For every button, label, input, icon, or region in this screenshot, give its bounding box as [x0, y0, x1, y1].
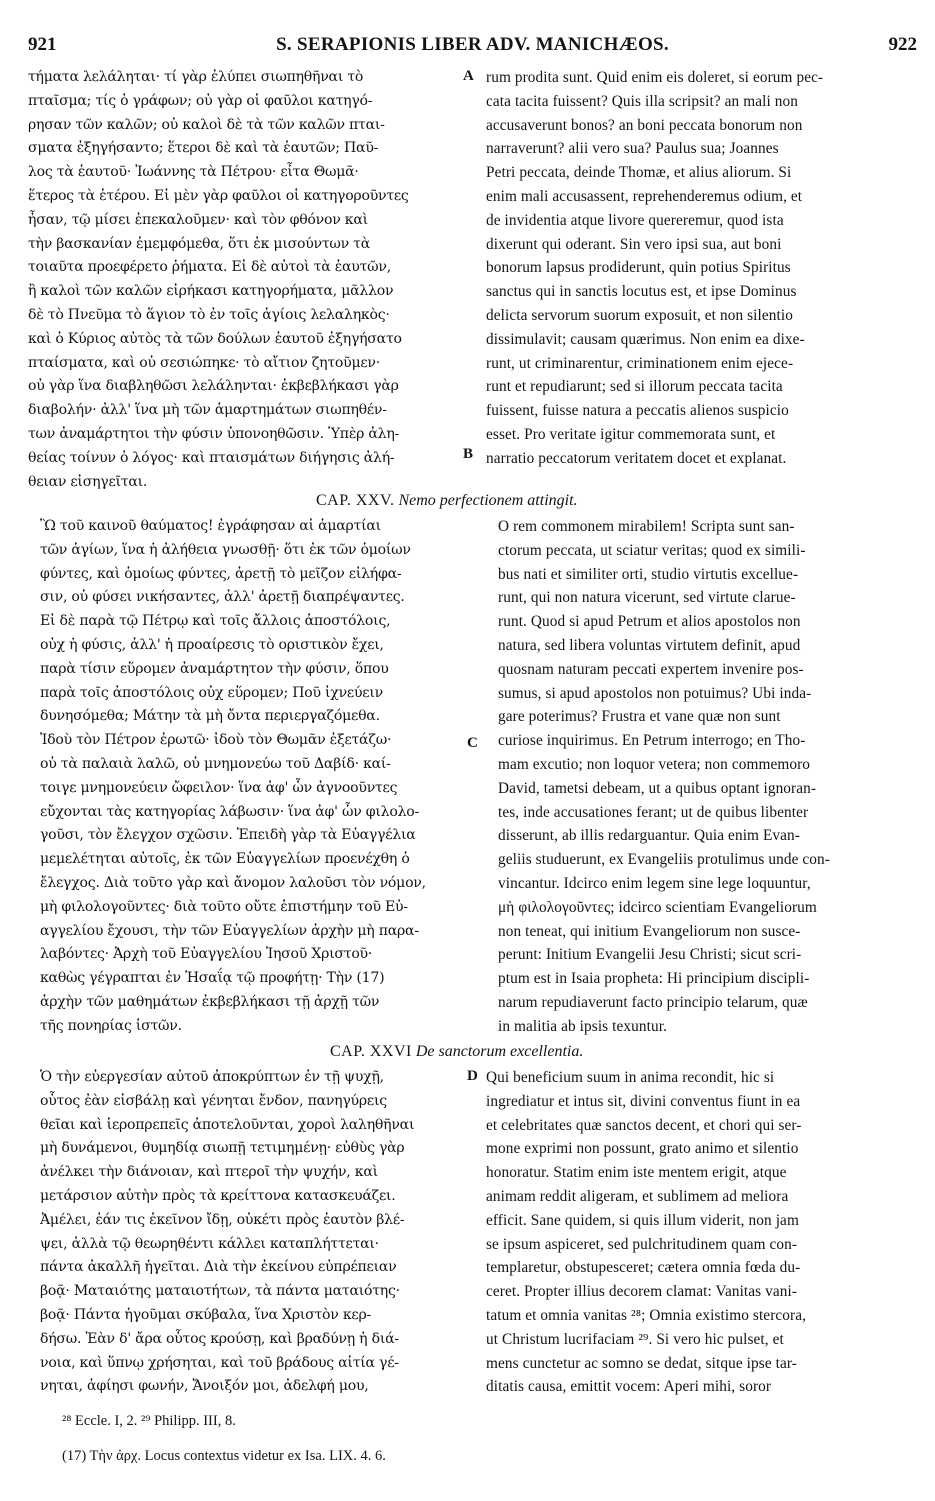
latin-text-line: in malitia ab ipsis texuntur. — [498, 1017, 668, 1035]
greek-text-line: παρὰ τίσιν εὕρομεν ἀναμάρτητον τὴν φύσιν, ὅπου — [40, 660, 389, 677]
margin-marker-b: B — [463, 446, 474, 462]
greek-text-line: μεμελέτηται αὐτοῖς, ἐκ τῶν Εὐαγγελίων προενέχθη ὁ — [40, 851, 410, 868]
latin-text-line: runt, qui non natura vicerunt, sed virtute claruе- — [498, 589, 796, 607]
latin-text-line: gare poterimus? Frustra et vane quæ non sunt — [498, 708, 781, 726]
latin-text-line: geliis studuerunt, ex Evangeliis protulimus unde con- — [498, 851, 831, 869]
greek-text-line: καὶ ὁ Κύριος αὐτὸς τὰ τῶν δούλων ἑαυτοῦ ἐξηγήσατο — [28, 330, 402, 347]
latin-text-line: runt, ut criminarentur, criminationem enim ejece- — [486, 354, 794, 372]
chapter-25-number: CAP. XXV. — [316, 492, 395, 509]
latin-text-line: quosnam naturam peccati expertem invenire pos- — [498, 660, 804, 678]
margin-marker-c: C — [467, 735, 478, 751]
greek-text-line: μετάρσιον αὐτὴν πρὸς τὰ κρείττονα κατασκευάζει. — [40, 1187, 396, 1204]
greek-text-line: θειαν εἰσηγεῖται. — [28, 473, 148, 490]
latin-text-line: rum prodita sunt. Quid enim eis doleret, si eorum pec- — [486, 69, 824, 86]
greek-text-line: των ἀναμάρτητοι τὴν φύσιν ὑπονοηθῶσιν. Ὑπὲρ ἀλη- — [28, 425, 400, 442]
greek-text-line: βοᾷ· Πάντα ἡγοῦμαι σκύβαλα, ἵνα Χριστὸν κερ- — [40, 1306, 372, 1323]
chapter-26-heading — [330, 1043, 583, 1061]
greek-text-line: οὐ γὰρ ἵνα διαβληθῶσι λελάληνται· ἐκβεβλήκασι γὰρ — [28, 378, 399, 395]
latin-text-line: narratio peccatorum veritatem docet et explanat. — [486, 449, 787, 467]
greek-text-line: ἕτερος τὰ ἑτέρου. Εἰ μὲν γὰρ φαῦλοι οἱ κατηγοροῦντες — [28, 187, 409, 204]
chapter-25-heading — [316, 492, 578, 510]
greek-text-line: οὐχ ἡ φύσις, ἀλλ' ἡ προαίρεσις τὸ οριστικὸν ἔχει, — [40, 636, 384, 653]
chapter-25-greek-column — [40, 515, 480, 1039]
greek-text-line: αγγελίου ἔχουσι, τὴν τῶν Εὐαγγελίων ἀρχὴν μὴ παρα- — [40, 922, 419, 939]
greek-text-line: σιν, οὐ φύσει νικήσαντες, ἀλλ' ἀρετῇ διαπρέψαντες. — [40, 589, 405, 606]
section1-greek-column — [28, 66, 468, 494]
latin-text-line: runt et repudiarunt; sed si illorum peccata tacita — [486, 378, 783, 396]
latin-text-line: fuissent, fuisse natura a peccatis alienos suspicio — [486, 402, 789, 420]
greek-text-line: λος τὰ ἑαυτοῦ· Ἰωάννης τὰ Πέτρου· εἶτα Θωμᾶ· — [28, 164, 359, 181]
running-title: S. SERAPIONIS LIBER ADV. MANICHÆOS. — [276, 34, 669, 55]
greek-text-line: Ὁ τὴν εὐεργεσίαν αὐτοῦ ἀποκρύπτων ἐν τῇ ψυχῇ, — [40, 1069, 384, 1085]
latin-text-line: natura, sed libera voluntas virtutem definit, apud — [498, 636, 801, 654]
page-number-left: 921 — [28, 34, 57, 55]
latin-text-line: delicta servorum suorum exposuit, et non silentio — [486, 306, 793, 324]
chapter-26-latin-column — [486, 1066, 914, 1399]
greek-text-line: μὴ δυνάμενοι, θυμηδίᾳ σιωπῇ τετιμημένῃ· εὐθὺς γὰρ — [40, 1140, 405, 1157]
greek-text-line: ψει, ἀλλὰ τῷ θεωρηθέντι κάλλει καταπλήττεται· — [40, 1235, 379, 1252]
greek-text-line: ἦσαν, τῷ μίσει ἐπεκαλοῦμεν· καὶ τὸν φθόνον καὶ — [28, 211, 368, 228]
latin-text-line: non teneat, qui initium Evangeliorum non susce- — [498, 922, 801, 940]
chapter-26-subtitle: De sanctorum excellentia. — [415, 1043, 584, 1060]
latin-text-line: ptum est in Isaia propheta: Hi principium discipli- — [498, 970, 810, 988]
latin-text-line: enim mali accusassent, reprehenderemus odium, et — [486, 187, 803, 205]
latin-text-line: sumus, si apud apostolos non potuimus? Ubi inda- — [498, 684, 812, 702]
greek-text-line: τοιγε μνημονεύειν ὤφειλον· ἵνα ἀφ' ὧν ἀγνοοῦντες — [40, 779, 398, 796]
greek-text-line: τήματα λελάληται· τί γὰρ ἐλύπει σιωπηθῆναι τὸ — [28, 69, 364, 85]
latin-text-line: esset. Pro veritate igitur commemorata sunt, et — [486, 425, 776, 443]
latin-text-line: de invidentia atque livore quereremur, quod ista — [486, 211, 784, 229]
latin-text-line: ceret. Propter illius decorem clamat: Vanitas vani- — [486, 1283, 798, 1301]
latin-text-line: ingrediatur et intus sit, divini conventus fiunt in ea — [486, 1092, 801, 1110]
greek-text-line: τῶν ἁγίων, ἵνα ἡ ἀλήθεια γνωσθῇ· ὅτι ἐκ τῶν ὁμοίων — [40, 541, 411, 558]
latin-text-line: efficit. Sane quidem, si quis illum viderit, non jam — [486, 1211, 799, 1229]
editor-footnote-17: (17) Τὴν ἀρχ. Locus contextus videtur ex Isa. LIX. 4. 6. — [62, 1448, 386, 1464]
latin-text-line: Petri peccata, deinde Thomæ, et alius aliorum. Si — [486, 164, 792, 182]
latin-text-line: dissimulavit; causam quærimus. Non enim ea dixe- — [486, 330, 805, 348]
page-number-right: 922 — [888, 34, 917, 55]
latin-text-line: ctorum peccata, ut sciatur veritas; quod ex simili- — [498, 541, 806, 559]
latin-text-line: runt. Quod si apud Petrum et alios apostolos non — [498, 613, 801, 631]
greek-text-line: τῆς πονηρίας ἱστῶν. — [40, 1017, 182, 1034]
latin-text-line: curiose inquirimus. En Petrum interrogo; en Tho- — [498, 732, 806, 750]
latin-text-line: μὴ φιλολογοῦντες; idcirco scientiam Evangeliorum — [498, 898, 817, 916]
latin-text-line: sanctus qui in sanctis locutus est, et ipse Dominus — [486, 283, 797, 301]
latin-text-line: disserunt, ab illis redarguantur. Quia enim Evan- — [498, 827, 800, 845]
greek-text-line: ἔλεγχος. Διὰ τοῦτο γὰρ καὶ ἄνομον λαλοῦσι τὸν νόμον, — [40, 874, 426, 891]
greek-text-line: νηται, ἀφίησι φωνήν, Ἄνοιξόν μοι, ἀδελφή μου, — [40, 1378, 369, 1395]
greek-text-line: ἀνέλκει τὴν διάνοιαν, καὶ πτεροῖ τὴν ψυχήν, καὶ — [40, 1164, 378, 1181]
greek-text-line: πταίσματα, καὶ οὐ σεσιώπηκε· τὸ αἴτιον ζητοῦμεν· — [28, 354, 380, 371]
latin-text-line: perunt: Initium Evangelii Jesu Christi; sicut scri- — [498, 946, 802, 964]
greek-text-line: δὲ τὸ Πνεῦμα τὸ ἅγιον τὸ ἐν τοῖς ἁγίοις λελαληκὸς· — [28, 306, 390, 323]
latin-text-line: dixerunt qui oderant. Sin vero ipsi sua, aut boni — [486, 235, 782, 253]
latin-text-line: David, tametsi debeam, ut a quibus optant ignoran- — [498, 779, 817, 797]
latin-text-line: tatum et omnia vanitas ²⁸; Omnia existimo stercora, — [486, 1306, 807, 1324]
greek-text-line: τοιαῦτα προεφέρετο ῥήματα. Εἰ δὲ αὐτοὶ τὰ ἑαυτῶν, — [28, 259, 391, 276]
greek-text-line: θείας τοίνυν ὁ λόγος· καὶ πταισμάτων διήγησις ἀλή- — [28, 449, 395, 466]
greek-text-line: ἀρχὴν τῶν μαθημάτων ἐκβεβλήκασι τῇ ἀρχῇ τῶν — [40, 993, 380, 1010]
latin-text-line: ditatis causa, emittit vocem: Aperi mihi, soror — [486, 1378, 772, 1396]
greek-text-line: ἢ καλοὶ τῶν καλῶν εἰρήκασι κατηγορήματα, μᾶλλον — [28, 283, 394, 300]
greek-text-line: Ἀμέλει, ἐάν τις ἐκεῖνον ἴδῃ, οὐκέτι πρὸς ἑαυτὸν βλέ- — [40, 1211, 405, 1228]
chapter-26-greek-column — [40, 1066, 470, 1399]
greek-text-line: Ἰδοὺ τὸν Πέτρον ἐρωτῶ· ἰδοὺ τὸν Θωμᾶν ἐξετάζω· — [40, 732, 392, 749]
greek-text-line: Ὢ τοῦ καινοῦ θαύματος! ἐγράφησαν αἱ ἁμαρτίαι — [40, 518, 381, 534]
greek-text-line: βοᾷ· Ματαιότης ματαιοτήτων, τὰ πάντα ματαιότης· — [40, 1283, 400, 1300]
greek-text-line: δυνησόμεθα; Μάτην τὰ μὴ ὄντα περιεργαζόμεθα. — [40, 708, 380, 725]
latin-text-line: tes, inde accusationes ferant; ut de quibus libenter — [498, 803, 809, 821]
margin-marker-d: D — [467, 1068, 478, 1084]
greek-text-line: λαβόντες· Ἀρχὴ τοῦ Εὐαγγελίου Ἰησοῦ Χριστοῦ· — [40, 946, 373, 963]
latin-text-line: O rem commonem mirabilem! Scripta sunt san- — [498, 518, 795, 535]
greek-text-line: Εἰ δὲ παρὰ τῷ Πέτρῳ καὶ τοῖς ἄλλοις ἀποστόλοις, — [40, 613, 391, 630]
running-header — [28, 34, 917, 58]
latin-text-line: templaretur, obstupesceret; cætera omnia fœda du- — [486, 1259, 801, 1277]
chapter-25-subtitle: Nemo perfectionem attingit. — [398, 492, 578, 509]
latin-text-line: Qui beneficium suum in anima recondit, hic si — [486, 1069, 775, 1086]
latin-text-line: mone exprimi non possunt, grato animo et silentio — [486, 1140, 799, 1158]
greek-text-line: καθὼς γέγραπται ἐν Ἡσαΐᾳ τῷ προφήτῃ· Τὴν (17) — [40, 970, 385, 987]
greek-text-line: ρησαν τῶν καλῶν; οὐ καλοὶ δὲ τὰ τῶν καλῶν πται- — [28, 116, 385, 133]
chapter-25-latin-column — [498, 515, 918, 1039]
chapter-26-number: CAP. XXVI — [330, 1043, 412, 1060]
latin-text-line: et celebritates quæ sanctos decent, et chori qui ser- — [486, 1116, 802, 1134]
latin-text-line: accusaverunt bonos? an boni peccata bonorum non — [486, 116, 803, 134]
greek-text-line: διαβολήν· ἀλλ' ἵνα μὴ τῶν ἁμαρτημάτων σιωπηθέν- — [28, 402, 387, 419]
scripture-footnotes: ²⁸ Eccle. I, 2. ²⁹ Philipp. III, 8. — [62, 1413, 236, 1429]
margin-marker-a: A — [463, 68, 474, 84]
greek-text-line: φύντες, καὶ ὁμοίως φύντες, ἀρετῇ τὸ μεῖζον εἰλήφα- — [40, 565, 402, 582]
greek-text-line: τὴν βασκανίαν ἐμεμφόμεθα, ὅτι ἐκ μισούντων τὰ — [28, 235, 370, 252]
greek-text-line: θεῖαι καὶ ἱεροπρεπεῖς ἀποτελοῦνται, χοροὶ λαληθῆναι — [40, 1116, 415, 1133]
latin-text-line: vincantur. Idcirco enim legem sine lege loquuntur, — [498, 874, 811, 892]
greek-text-line: σματα ἐξηγήσαντο; ἕτεροι δὲ καὶ τὰ ἑαυτῶν; Παῦ- — [28, 140, 379, 157]
latin-text-line: mens cunctetur ac somno se dedat, sitque ipse tar- — [486, 1354, 797, 1372]
latin-text-line: honoratur. Statim enim iste mentem erigit, atque — [486, 1164, 787, 1182]
greek-text-line: παρὰ τοῖς ἀποστόλοις οὐχ εὕρομεν; Ποῦ ἰχνεύειν — [40, 684, 383, 701]
greek-text-line: μὴ φιλολογοῦντες· διὰ τοῦτο οὔτε ἐπιστήμην τοῦ Εὐ- — [40, 898, 408, 915]
greek-text-line: δήσω. Ἐὰν δ' ἄρα οὗτος κρούσῃ, καὶ βραδύνῃ ἡ διά- — [40, 1330, 399, 1347]
latin-text-line: mam excutio; non loquor vetera; non commemoro — [498, 755, 811, 773]
latin-text-line: se ipsum aspiceret, sed pulchritudinem quam con- — [486, 1235, 798, 1253]
greek-text-line: πάντα ἀκαλλῆ ἡγεῖται. Διὰ τὴν ἐκείνου εὐπρέπειαν — [40, 1259, 397, 1276]
greek-text-line: οὗτος ἐὰν εἰσβάλῃ καὶ γένηται ἔνδον, πανηγύρεις — [40, 1092, 387, 1109]
latin-text-line: narum repudiaverunt facto principio telarum, quæ — [498, 993, 808, 1011]
latin-text-line: bonorum lapsus prodiderunt, quin potius Spiritus — [486, 259, 791, 277]
greek-text-line: οὐ τὰ παλαιὰ λαλῶ, οὐ μνημονεύω τοῦ Δαβίδ· καί- — [40, 755, 391, 772]
greek-text-line: εὔχονται τὰς κατηγορίας λάβωσιν· ἵνα ἀφ' ὧν φιλολο- — [40, 803, 420, 820]
latin-text-line: ut Christum lucrifaciam ²⁹. Si vero hic pulset, et — [486, 1330, 784, 1348]
latin-text-line: bus nati et similiter orti, studio virtutis excellue- — [498, 565, 799, 583]
latin-text-line: cata tacita fuissent? Quis illa scripsit? an mali non — [486, 92, 798, 110]
section1-latin-column — [486, 66, 911, 471]
latin-text-line: animam reddit aligeram, et sublimem ad meliora — [486, 1187, 789, 1205]
greek-text-line: νοια, καὶ ὕπνῳ χρήσηται, καὶ τοῦ βράδους αἰτία γέ- — [40, 1354, 399, 1371]
greek-text-line: πταῖσμα; τίς ὁ γράφων; οὐ γὰρ οἱ φαῦλοι κατηγό- — [28, 92, 373, 109]
latin-text-line: narraverunt? alii vero sua? Paulus sua; Joannes — [486, 140, 779, 158]
greek-text-line: γοῦσι, τὸν ἔλεγχον σχῶσιν. Ἐπειδὴ γὰρ τὰ Εὐαγγέλια — [40, 827, 416, 844]
